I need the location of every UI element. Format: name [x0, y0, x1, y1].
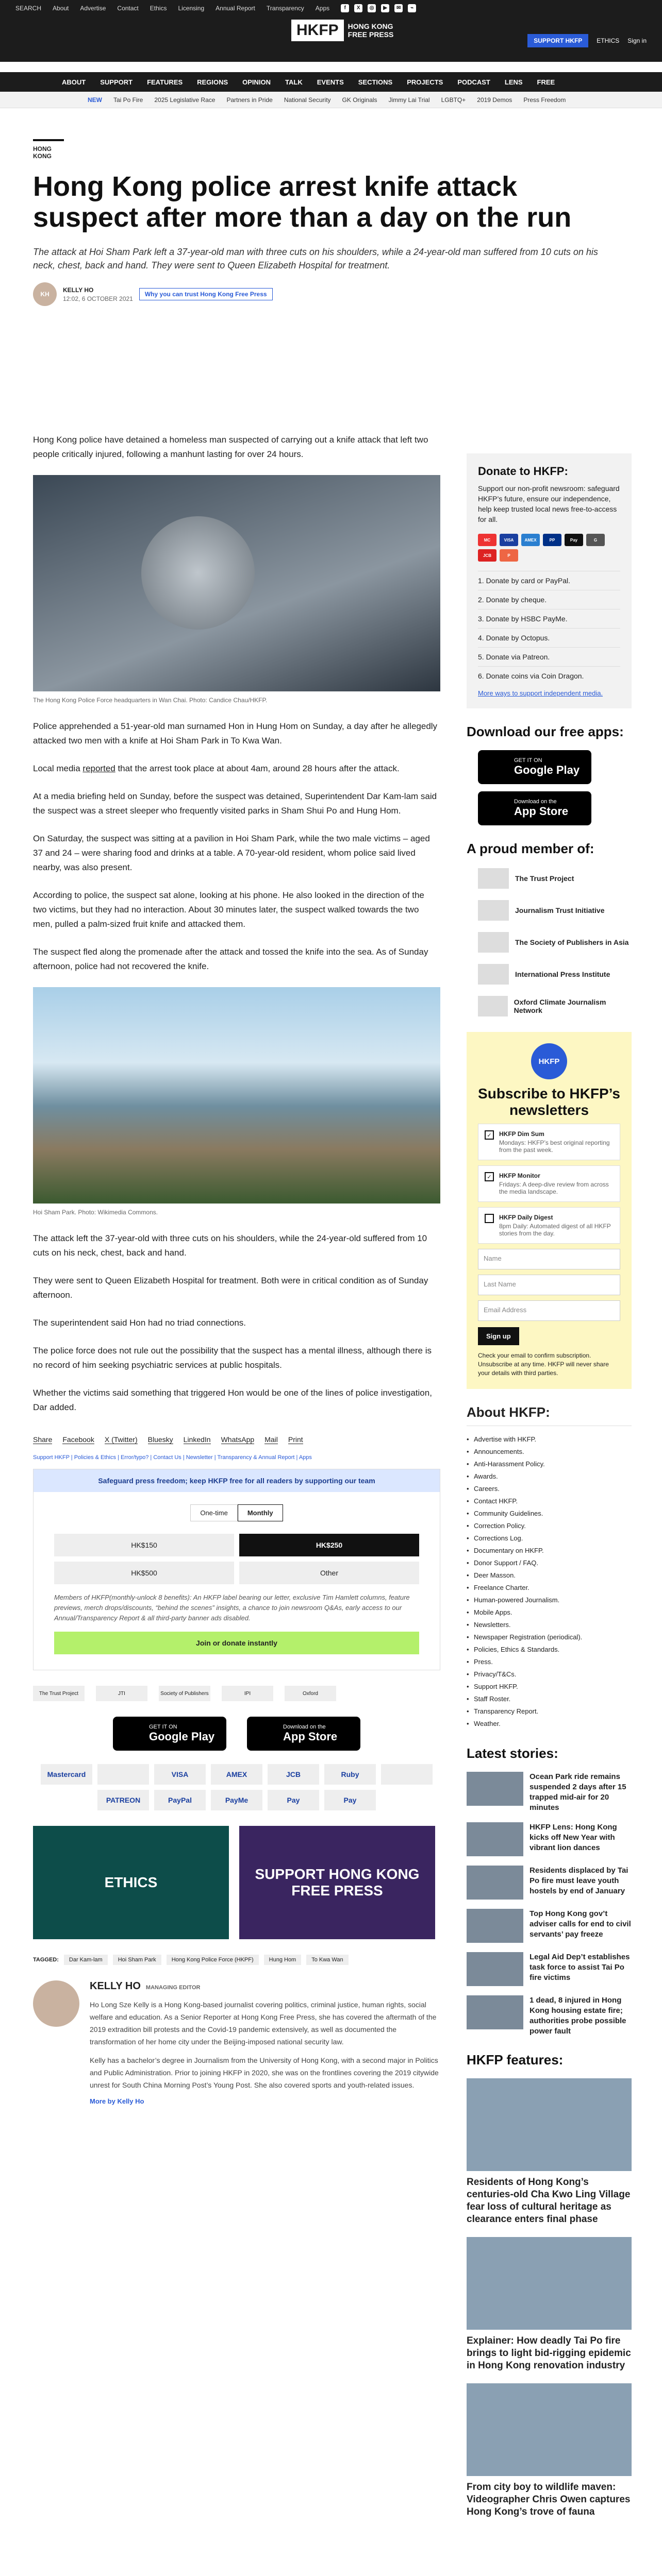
share-link[interactable]: WhatsApp	[221, 1435, 255, 1444]
share-link[interactable]: Mail	[264, 1435, 278, 1444]
share-link[interactable]: LinkedIn	[183, 1435, 211, 1444]
article-lede: The attack at Hoi Sham Park left a 37-year-old man with three cuts on his shoulders, while a 24-year-old man suffered from 10 cuts on his neck, chest, back and hand. They were sent to Queen Elizabeth Hospital for treatment.	[33, 247, 598, 270]
subnav-item[interactable]: 2019 Demos	[477, 96, 512, 104]
amount-options	[34, 1534, 440, 1584]
tag-link[interactable]: Hong Kong Police Force (HKPF)	[167, 1955, 259, 1965]
advertise-link[interactable]: Advertise	[80, 5, 106, 12]
about-link[interactable]: • Corrections Log.	[467, 1532, 632, 1545]
story-title[interactable]: HKFP Lens: Hong Kong kicks off New Year with vibrant lion dances	[529, 1823, 617, 1852]
member-logo-icon	[478, 900, 509, 921]
ethics-banner[interactable]: ETHICS	[33, 1826, 229, 1939]
latest-story[interactable]	[467, 1866, 632, 1900]
paragraph: Whether the victims said something that triggered Hon would be one of the lines of police investigation, Dar added.	[33, 1388, 432, 1412]
share-bar	[33, 1435, 440, 1444]
amount-option[interactable]: Other	[239, 1562, 419, 1584]
one-time-option[interactable]: One-time	[190, 1504, 237, 1521]
payment-logo: Pay	[268, 1790, 319, 1810]
subnav-item[interactable]: Jimmy Lai Trial	[388, 96, 430, 104]
instagram-icon[interactable]: ◎	[368, 4, 376, 12]
checkbox-icon[interactable]: ✓	[485, 1130, 494, 1140]
story-title[interactable]: 1 dead, 8 injured in Hong Kong housing estate fire; authorities probe possible power fault	[529, 1996, 626, 2036]
about-link[interactable]: • Staff Roster.	[467, 1693, 632, 1705]
annual-report-link[interactable]: Annual Report	[216, 5, 255, 12]
about-link[interactable]: • Freelance Charter.	[467, 1582, 632, 1594]
payment-logo: PayPal	[154, 1790, 206, 1810]
ethics-header-link[interactable]: ETHICS	[597, 37, 620, 44]
about-link[interactable]: • Privacy/T&Cs.	[467, 1668, 632, 1681]
sidebar	[467, 453, 632, 2530]
patreon-icon: P	[500, 549, 518, 562]
about-title: About HKFP:	[467, 1404, 632, 1426]
feature-image	[467, 2383, 632, 2476]
nav-item[interactable]: EVENTS	[317, 78, 344, 86]
newsletter-option[interactable]	[478, 1207, 620, 1244]
story-title[interactable]: Legal Aid Dep’t establishes task force to assist Tai Po fire victims	[529, 1953, 630, 1982]
about-link[interactable]: • Newsletters.	[467, 1619, 632, 1631]
newsletter-desc: Mondays: HKFP’s best original reporting from the past week.	[499, 1139, 610, 1154]
frequency-toggle	[34, 1504, 440, 1521]
about-link[interactable]: • Policies, Ethics & Standards.	[467, 1643, 632, 1656]
donate-option[interactable]: 5. Donate via Patreon.	[478, 647, 620, 666]
share-link[interactable]: Share	[33, 1435, 53, 1444]
paragraph: On Saturday, the suspect was sitting at a pavilion in Hoi Sham Park, while the two male victims – aged 37 and 24 – were sharing food and drinks at a table. A 70-year-old resident, whom police said lived nearby, was also present.	[33, 834, 430, 872]
member-item[interactable]	[478, 932, 632, 953]
about-link[interactable]: • Newspaper Registration (periodical).	[467, 1631, 632, 1643]
nav-item[interactable]: OPINION	[242, 78, 271, 86]
author-photo	[33, 1980, 79, 2027]
tags-label: TAGGED:	[33, 1957, 59, 1963]
donate-payment-icons	[478, 534, 620, 562]
support-banner-ad[interactable]: SUPPORT HONG KONG FREE PRESS	[239, 1826, 435, 1939]
donate-option[interactable]: 1. Donate by card or PayPal.	[478, 571, 620, 590]
member-list	[467, 868, 632, 1016]
new-badge: NEW	[88, 96, 102, 104]
payment-logo: AMEX	[211, 1764, 262, 1785]
transparency-link[interactable]: Transparency	[266, 5, 304, 12]
header-actions	[527, 34, 647, 47]
checkbox-icon[interactable]	[485, 1214, 494, 1223]
site-logo[interactable]	[291, 20, 393, 41]
visa-icon: VISA	[500, 534, 518, 546]
about-link[interactable]: • Advertise with HKFP.	[467, 1433, 632, 1446]
feature-stories	[467, 2078, 632, 2518]
donate-option[interactable]: 4. Donate by Octopus.	[478, 628, 620, 647]
payment-logo	[97, 1764, 149, 1785]
paragraph: At a media briefing held on Sunday, before the suspect was detained, Superintendent Dar Kam-lam said the suspect was a street sleeper who frequently visited parks in Sham Shui Po and Hung Hom.	[33, 791, 437, 816]
membership-text: Members of HKFP(monthly-unlock 8 benefits): An HKFP label bearing our letter, exclusive Tim Hamlett columns, feature previews, merch drops/discounts, “behind the scenes” insights, a chance to join newsroom Q&As, early access to our Annual/Transparency Report & all third-party banner ads disabled.	[54, 1594, 410, 1622]
donate-option[interactable]: 6. Donate coins via Coin Dragon.	[478, 666, 620, 685]
jcb-icon: JCB	[478, 549, 496, 562]
ethics-link[interactable]: Ethics	[150, 5, 167, 12]
applepay-icon: Pay	[565, 534, 583, 546]
feature-story[interactable]	[467, 2383, 632, 2518]
author-box	[33, 1980, 440, 2105]
payment-logo: VISA	[154, 1764, 206, 1785]
member-logo: Oxford	[285, 1686, 336, 1701]
photo-caption: Hoi Sham Park. Photo: Wikimedia Commons.	[33, 1209, 158, 1216]
latest-story[interactable]	[467, 1822, 632, 1856]
app-store-badge[interactable]: Download on the App Store	[478, 791, 591, 825]
tags-row	[33, 1955, 440, 1965]
subnav-item[interactable]: Partners in Pride	[226, 96, 273, 104]
member-logo: Society of Publishers	[159, 1686, 210, 1701]
member-logo-icon	[478, 996, 508, 1016]
more-by-author-link[interactable]: More by Kelly Ho	[90, 2097, 144, 2105]
member-item[interactable]	[478, 996, 632, 1016]
member-logo-icon	[478, 932, 509, 953]
story-title[interactable]: Residents displaced by Tai Po fire must leave youth hostels by end of January	[529, 1866, 628, 1895]
about-hkfp	[467, 1404, 632, 1730]
policy-links[interactable]: Support HKFP | Policies & Ethics | Error/typo? | Contact Us | Newsletter | Transparency & Annual Report | Apps	[33, 1454, 312, 1461]
apps-link[interactable]: Apps	[315, 5, 330, 12]
story-thumbnail	[467, 1952, 523, 1986]
member-logo-icon	[478, 964, 509, 985]
latest-story[interactable]	[467, 1772, 632, 1813]
newsletter-desc: Fridays: A deep-dive review from across the media landscape.	[499, 1181, 609, 1195]
member-item[interactable]	[478, 900, 632, 921]
newsletter-name: HKFP Daily Digest	[499, 1214, 553, 1221]
hoi-sham-park-photo	[33, 987, 440, 1204]
payment-logo	[381, 1764, 433, 1785]
nav-item[interactable]: TALK	[285, 78, 303, 86]
author-bio: Kelly has a bachelor’s degree in Journalism from the University of Hong Kong, with a second major in Politics and Public Administration. Prior to joining HKFP in 2020, she was on the frontlines covering the 2019 citywide unrest for South China Morning Post’s Young Post. She also covered sports and youth-related issues.	[90, 2056, 439, 2089]
feature-title[interactable]: Residents of Hong Kong’s centuries-old Cha Kwo Ling Village fear loss of cultural heritage as clearance enters final phase	[467, 2177, 631, 2225]
tag-link[interactable]: To Kwa Wan	[306, 1955, 348, 1965]
donate-box	[467, 453, 632, 708]
main-nav	[0, 72, 662, 92]
about-link[interactable]: • Careers.	[467, 1483, 632, 1495]
newsletter-name: HKFP Monitor	[499, 1172, 540, 1179]
social-icons	[341, 4, 416, 12]
amount-option[interactable]: HK$150	[54, 1534, 234, 1556]
nav-item[interactable]: FREE	[537, 78, 555, 86]
paragraph: The superintendent said Hon had no triad connections.	[33, 1318, 246, 1328]
article-header	[33, 139, 631, 306]
amount-option[interactable]: HK$250	[239, 1534, 419, 1556]
member-name: International Press Institute	[515, 970, 610, 978]
about-link[interactable]: • Awards.	[467, 1470, 632, 1483]
nav-item[interactable]: PROJECTS	[407, 78, 443, 86]
share-link[interactable]: Facebook	[62, 1435, 94, 1444]
support-hkfp-button[interactable]: SUPPORT HKFP	[527, 34, 588, 47]
story-title[interactable]: Top Hong Kong gov’t adviser calls for end to civil servants’ pay freeze	[529, 1909, 631, 1939]
subnav-item[interactable]: LGBTQ+	[441, 96, 466, 104]
about-link[interactable]: • Donor Support / FAQ.	[467, 1557, 632, 1569]
signup-button[interactable]: Sign up	[478, 1327, 519, 1345]
feature-story[interactable]	[467, 2237, 632, 2372]
story-thumbnail	[467, 1909, 523, 1943]
paragraph: Police apprehended a 51-year-old man surnamed Hon in Hung Hom on Sunday, a day after he allegedly attacked two men with a knife at Hoi Sham Park in To Kwa Wan.	[33, 721, 438, 745]
app-store-badge[interactable]: Download on the App Store	[247, 1717, 360, 1751]
newsletter-box	[467, 1032, 632, 1389]
about-link[interactable]: • Correction Policy.	[467, 1520, 632, 1532]
nav-item[interactable]: FEATURES	[147, 78, 183, 86]
top-bar	[0, 0, 662, 16]
story-title[interactable]: Ocean Park ride remains suspended 2 days after 15 trapped mid-air for 20 minutes	[529, 1772, 626, 1812]
member-name: Oxford Climate Journalism Network	[514, 998, 606, 1014]
nav-item[interactable]: LENS	[504, 78, 523, 86]
donate-title: Donate to HKFP:	[478, 465, 568, 478]
member-name: The Society of Publishers in Asia	[515, 938, 629, 946]
about-link[interactable]: • Weather.	[467, 1718, 632, 1730]
support-banner[interactable]: Safeguard press freedom; keep HKFP free for all readers by supporting our team	[34, 1469, 440, 1492]
author-bio: Ho Long Sze Kelly is a Hong Kong-based journalist covering politics, criminal justice, human rights, social welfare and education. As a Senior Reporter at Hong Kong Free Press, she has covered the aftermath of the 2019 extradition bill protests and the Covid-19 pandemic extensively, as well as documented the transformation of her home city under the Beijing-imposed national security law.	[90, 2001, 437, 2046]
about-link[interactable]: • Press.	[467, 1656, 632, 1668]
donate-option[interactable]: 2. Donate by cheque.	[478, 590, 620, 609]
nav-item[interactable]: ABOUT	[62, 78, 86, 86]
paragraph: They were sent to Queen Elizabeth Hospital for treatment. Both were in critical condition as of Sunday afternoon.	[33, 1276, 428, 1300]
payment-logo: PayMe	[211, 1790, 262, 1810]
amount-option[interactable]: HK$500	[54, 1562, 234, 1584]
amex-icon: AMEX	[521, 534, 540, 546]
about-link[interactable]: • Mobile Apps.	[467, 1606, 632, 1619]
member-logo-icon	[478, 868, 509, 889]
google-play-badge[interactable]: GET IT ON Google Play	[113, 1717, 226, 1751]
article-body	[33, 433, 440, 2105]
member-name: Journalism Trust Initiative	[515, 906, 605, 914]
logo-mark: HKFP	[291, 20, 344, 41]
newsletter-name: HKFP Dim Sum	[499, 1130, 544, 1138]
sub-nav	[0, 92, 662, 108]
share-link[interactable]: Print	[288, 1435, 303, 1444]
feature-title[interactable]: From city boy to wildlife maven: Videographer Chris Owen captures Hong Kong’s trove of fauna	[467, 2482, 631, 2517]
mastercard-icon: MC	[478, 534, 496, 546]
tag-link[interactable]: Dar Kam-lam	[64, 1955, 108, 1965]
payment-logo: Ruby	[324, 1764, 376, 1785]
newsletter-note: Check your email to confirm subscription. Unsubscribe at any time. HKFP will never share your details with third parties.	[478, 1352, 609, 1377]
nav-item[interactable]: PODCAST	[457, 78, 490, 86]
checkbox-icon[interactable]: ✓	[485, 1172, 494, 1181]
about-link[interactable]: • Announcements.	[467, 1446, 632, 1458]
search-link[interactable]: SEARCH	[15, 5, 42, 12]
member-logo: The Trust Project	[33, 1686, 85, 1701]
subnav-item[interactable]: Tai Po Fire	[113, 96, 143, 104]
hkfp-circle-logo: HKFP	[531, 1043, 567, 1079]
story-thumbnail	[467, 1772, 523, 1806]
promo-banners	[33, 1826, 440, 1939]
app-badges	[33, 1717, 440, 1751]
trust-button[interactable]: Why you can trust Hong Kong Free Press	[139, 288, 273, 300]
police-hq-photo	[33, 475, 440, 691]
article-title: Hong Kong police arrest knife attack suspect after more than a day on the run	[33, 171, 572, 233]
latest-story[interactable]	[467, 1909, 632, 1943]
member-logo: JTI	[96, 1686, 147, 1701]
paragraph: Local media reported that the arrest took place at about 4am, around 28 hours after the attack.	[33, 764, 400, 773]
subnav-item[interactable]: National Security	[284, 96, 331, 104]
about-link[interactable]: • Human-powered Journalism.	[467, 1594, 632, 1606]
subnav-item[interactable]: Press Freedom	[523, 96, 566, 104]
police-emblem-icon	[141, 516, 255, 630]
member-logos	[33, 1686, 440, 1701]
payment-logo: PATREON	[97, 1790, 149, 1810]
rss-icon[interactable]: ⌁	[408, 4, 416, 12]
feature-title[interactable]: Explainer: How deadly Tai Po fire brings to light bid-rigging epidemic in Hong Kong renovation industry	[467, 2335, 631, 2371]
about-link[interactable]: • Documentary on HKFP.	[467, 1545, 632, 1557]
member-logo: IPI	[222, 1686, 273, 1701]
latest-story[interactable]	[467, 1995, 632, 2037]
gpay-icon: G	[586, 534, 605, 546]
youtube-icon[interactable]: ▶	[381, 4, 389, 12]
about-link[interactable]: • Support HKFP.	[467, 1681, 632, 1693]
newsletter-option[interactable]	[478, 1165, 620, 1202]
support-box	[33, 1469, 440, 1670]
google-play-badge[interactable]: GET IT ON Google Play	[478, 750, 591, 784]
member-item[interactable]	[478, 868, 632, 889]
about-link[interactable]: • Transparency Report.	[467, 1705, 632, 1718]
email-input[interactable]: Email Address	[478, 1300, 620, 1321]
reported-link[interactable]: reported	[82, 764, 115, 773]
about-link[interactable]: • Community Guidelines.	[467, 1507, 632, 1520]
newsletter-desc: 8pm Daily: Automated digest of all HKFP stories from the day.	[499, 1223, 611, 1237]
nav-item[interactable]: REGIONS	[197, 78, 228, 86]
latest-story[interactable]	[467, 1952, 632, 1986]
member-item[interactable]	[478, 964, 632, 985]
payment-logo: Mastercard	[41, 1764, 92, 1785]
donate-option[interactable]: 3. Donate by HSBC PayMe.	[478, 609, 620, 628]
last-name-input[interactable]: Last Name	[478, 1275, 620, 1295]
share-link[interactable]: X (Twitter)	[104, 1435, 138, 1444]
apps-title: Download our free apps:	[467, 724, 624, 739]
payment-logo: JCB	[268, 1764, 319, 1785]
feature-image	[467, 2078, 632, 2171]
subnav-item[interactable]: 2025 Legislative Race	[154, 96, 216, 104]
payment-logo: Pay	[324, 1790, 376, 1810]
article-kicker[interactable]: HONG KONG	[33, 139, 64, 160]
mail-icon[interactable]: ✉	[394, 4, 403, 12]
donate-options	[478, 571, 620, 685]
monthly-option[interactable]: Monthly	[238, 1504, 283, 1521]
signin-link[interactable]: Sign in	[627, 37, 647, 44]
about-link[interactable]: • Contact HKFP.	[467, 1495, 632, 1507]
tag-link[interactable]: Hoi Sham Park	[113, 1955, 161, 1965]
paragraph: Hong Kong police have detained a homeless man suspected of carrying out a knife attack that left two people critically injured, following a manhunt lasting for over 24 hours.	[33, 435, 428, 459]
donate-text: Support our non-profit newsroom: safeguard HKFP’s future, ensure our independence, help keep trusted local news free-to-access for all.	[478, 484, 620, 523]
author-name[interactable]: KELLY HO	[63, 286, 94, 294]
latest-title: Latest stories:	[467, 1745, 558, 1761]
join-button[interactable]: Join or donate instantly	[54, 1632, 419, 1654]
share-link[interactable]: Bluesky	[147, 1435, 173, 1444]
member-title: A proud member of:	[467, 841, 594, 856]
contact-link[interactable]: Contact	[117, 5, 139, 12]
photo-caption: The Hong Kong Police Force headquarters in Wan Chai. Photo: Candice Chau/HKFP.	[33, 697, 268, 704]
story-thumbnail	[467, 1995, 523, 2029]
author-avatar[interactable]: KH	[33, 282, 57, 306]
member-name: The Trust Project	[515, 874, 574, 883]
x-icon[interactable]: X	[354, 4, 362, 12]
byline	[33, 282, 631, 306]
more-ways-link[interactable]: More ways to support independent media.	[478, 689, 603, 697]
features-title: HKFP features:	[467, 2052, 564, 2067]
subnav-item[interactable]: GK Originals	[342, 96, 377, 104]
paragraph: The attack left the 37-year-old with three cuts on his shoulders, while the 24-year-old suffered from 10 cuts on his neck, chest, back and hand.	[33, 1233, 427, 1258]
newsletter-option[interactable]	[478, 1124, 620, 1160]
payment-methods	[33, 1764, 440, 1810]
paragraph: The suspect fled along the promenade after the attack and tossed the knife into the sea. As of Sunday afternoon, police had not recovered the knife.	[33, 947, 428, 971]
nav-item[interactable]: SUPPORT	[100, 78, 133, 86]
facebook-icon[interactable]: f	[341, 4, 349, 12]
author-box-name[interactable]: KELLY HO MANAGING EDITOR	[90, 1980, 201, 1992]
feature-story[interactable]	[467, 2078, 632, 2226]
newsletter-title: Subscribe to HKFP’s newsletters	[478, 1086, 620, 1118]
paragraph: According to police, the suspect sat alone, looking at his phone. He also looked in the direction of the two victims, but they had no interaction. About 30 minutes later, the suspect walked towards the two men, pulled a palm-sized fruit knife and attacked them.	[33, 890, 424, 929]
publish-date: 12:02, 6 OCTOBER 2021	[63, 295, 133, 302]
about-link[interactable]: • Deer Masson.	[467, 1569, 632, 1582]
about-link[interactable]: About	[53, 5, 69, 12]
story-thumbnail	[467, 1822, 523, 1856]
paypal-icon: PP	[543, 534, 561, 546]
licensing-link[interactable]: Licensing	[178, 5, 205, 12]
about-link[interactable]: • Anti-Harassment Policy.	[467, 1458, 632, 1470]
feature-image	[467, 2237, 632, 2330]
latest-stories	[467, 1772, 632, 2037]
name-input[interactable]: Name	[478, 1249, 620, 1269]
tag-link[interactable]: Hung Hom	[264, 1955, 302, 1965]
logo-text: HONG KONG FREE PRESS	[347, 22, 394, 39]
story-thumbnail	[467, 1866, 523, 1900]
paragraph: The police force does not rule out the possibility that the suspect has a mental illness, although there is no record of him seeking psychiatric services at public hospitals.	[33, 1346, 432, 1370]
nav-item[interactable]: SECTIONS	[358, 78, 393, 86]
